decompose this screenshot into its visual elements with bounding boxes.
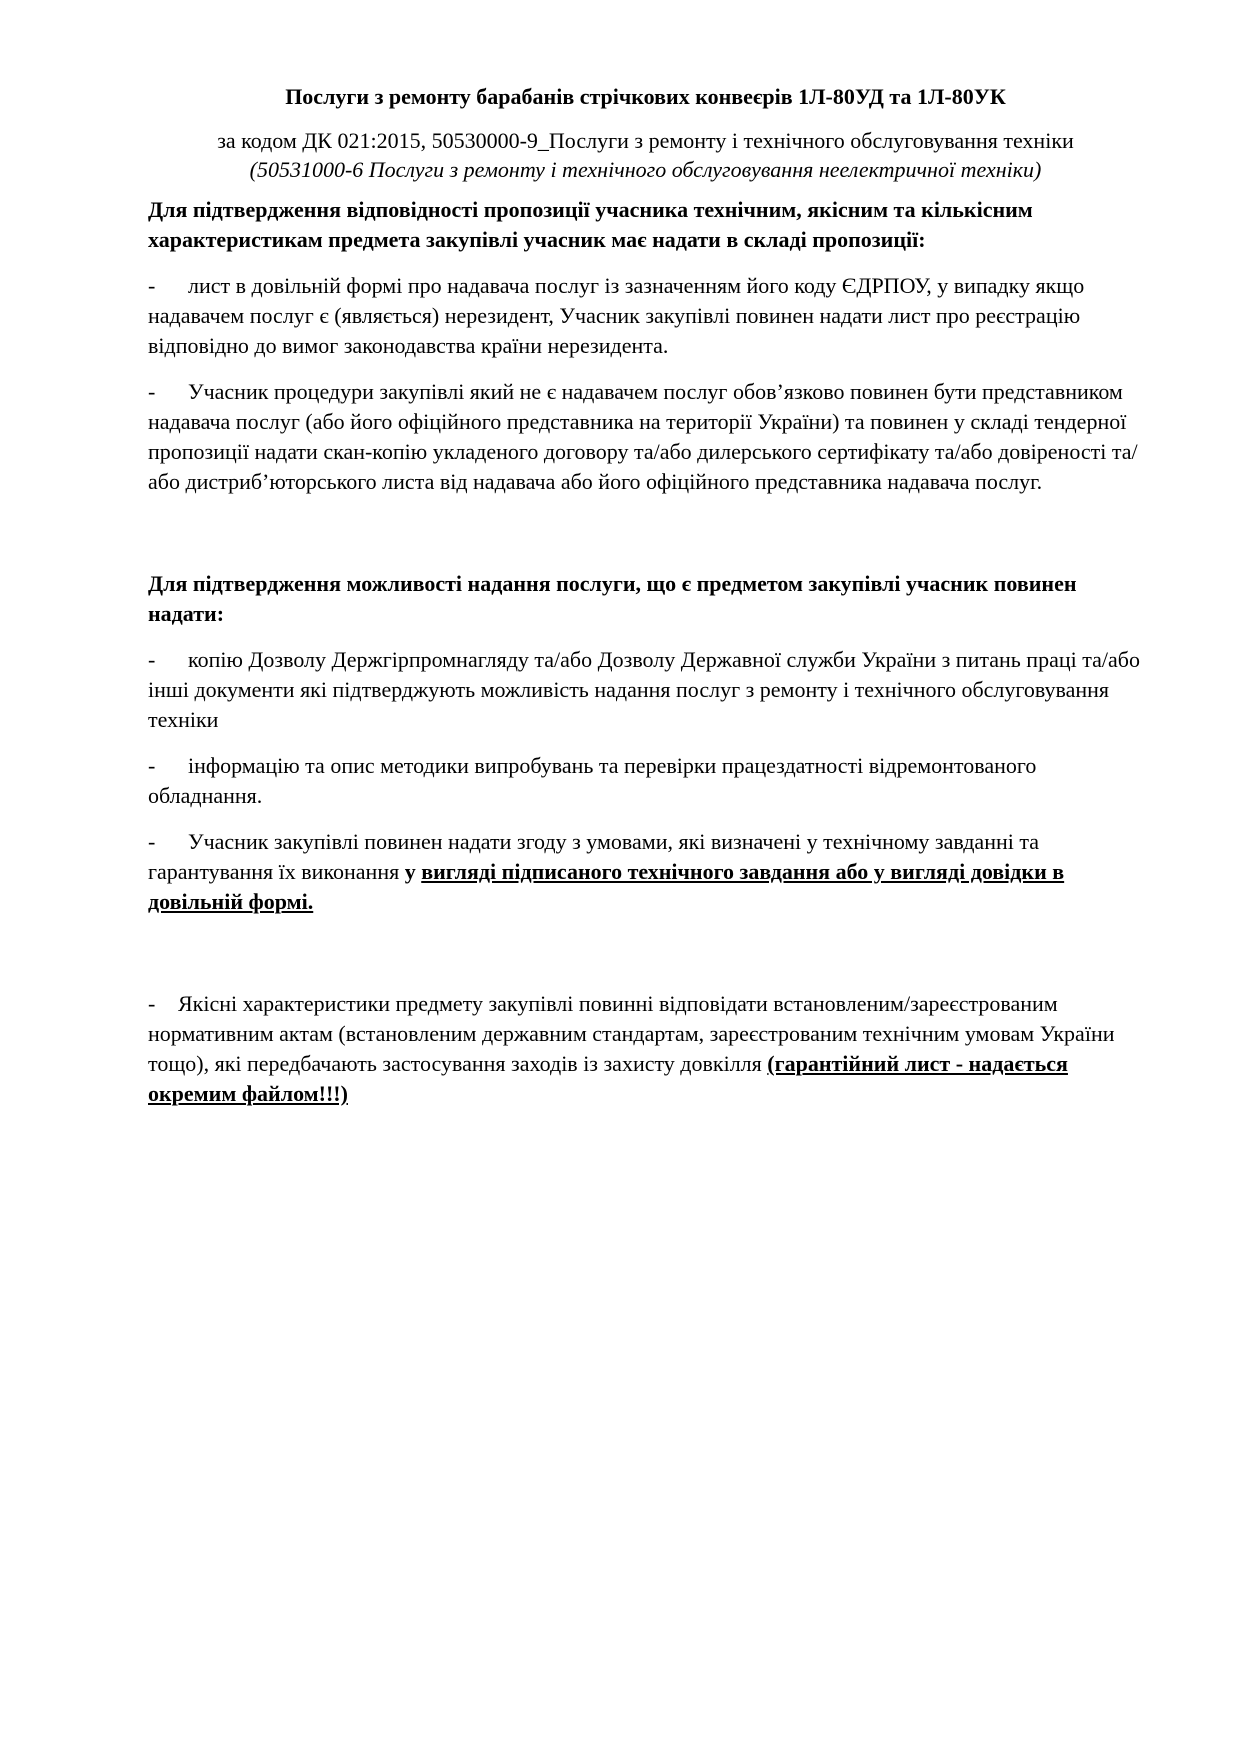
list-marker: - [148,991,156,1016]
section1-heading: Для підтвердження відповідності пропозиції учасника технічним, якісним та кількісним характеристикам предмета закупівлі учасник має надати в складі пропозиції: [148,197,1033,252]
section1-item-1 [148,271,1143,361]
section1-item-2 [148,377,1143,497]
section3-paragraph [148,989,1143,1109]
section2-item-1 [148,645,1143,735]
list-marker: - [148,753,156,778]
section2-item-3-bold-prefix: у [404,859,422,884]
section2-item-2-text: інформацію та опис методики випробувань та перевірки працездатності відремонтованого обладнання. [148,753,1037,808]
section2-heading: Для підтвердження можливості надання послуги, що є предметом закупівлі учасник повинен надати: [148,571,1077,626]
list-marker: - [148,829,156,854]
section2-item-2 [148,751,1143,811]
list-marker: - [148,647,156,672]
section3-text: Якісні характеристики предмету закупівлі повинні відповідати встановленим/зареєстрованим нормативним актам (встановленим державним стандартам, зареєстрованим технічним умовам України тощо), які передбачають застосування заходів із захисту довкілля [148,991,1115,1076]
section2-item-3 [148,827,1143,917]
list-marker: - [148,379,156,404]
subtitle-italic-line: (50531000-6 Послуги з ремонту і технічного обслуговування неелектричної техніки) [249,157,1042,182]
section3-emphasis: (гарантійний лист - надається окремим файлом!!!) [148,1051,1068,1106]
section2-item-3-text: Учасник закупівлі повинен надати згоду з умовами, які визначені у технічному завданні та гарантування їх виконання [148,829,1039,884]
subtitle-code-line: за кодом ДК 021:2015, 50530000-9_Послуги з ремонту і технічного обслуговування техніки [217,128,1074,153]
document-page [148,82,1143,1109]
section1-item-2-text: Учасник процедури закупівлі який не є надавачем послуг обов’язково повинен бути представником надавача послуг (або його офіційного представника на території України) та повинен у складі тендерної пропозиції надати скан-копію укладеного договору та/або дилерського сертифікату та/або довіреності та/або дистриб’юторського листа від надавача або його офіційного представника надавача послуг. [148,379,1138,494]
list-marker: - [148,273,156,298]
document-subtitle [148,126,1143,184]
document-title: Послуги з ремонту барабанів стрічкових конвеєрів 1Л-80УД та 1Л-80УК [285,84,1006,109]
section1-item-1-text: лист в довільній формі про надавача послуг із зазначенням його коду ЄДРПОУ, у випадку якщо надавачем послуг є (являється) нерезидент, Учасник закупівлі повинен надати лист про реєстрацію відповідно до вимог законодавства країни нерезидента. [148,273,1085,358]
section2-item-1-text: копію Дозволу Держгірпромнагляду та/або Дозволу Державної служби України з питань праці та/або інші документи які підтверджують можливість надання послуг з ремонту і технічного обслуговування техніки [148,647,1140,732]
section2-item-3-emphasis: вигляді підписаного технічного завдання або у вигляді довідки в довільній формі. [148,859,1065,914]
